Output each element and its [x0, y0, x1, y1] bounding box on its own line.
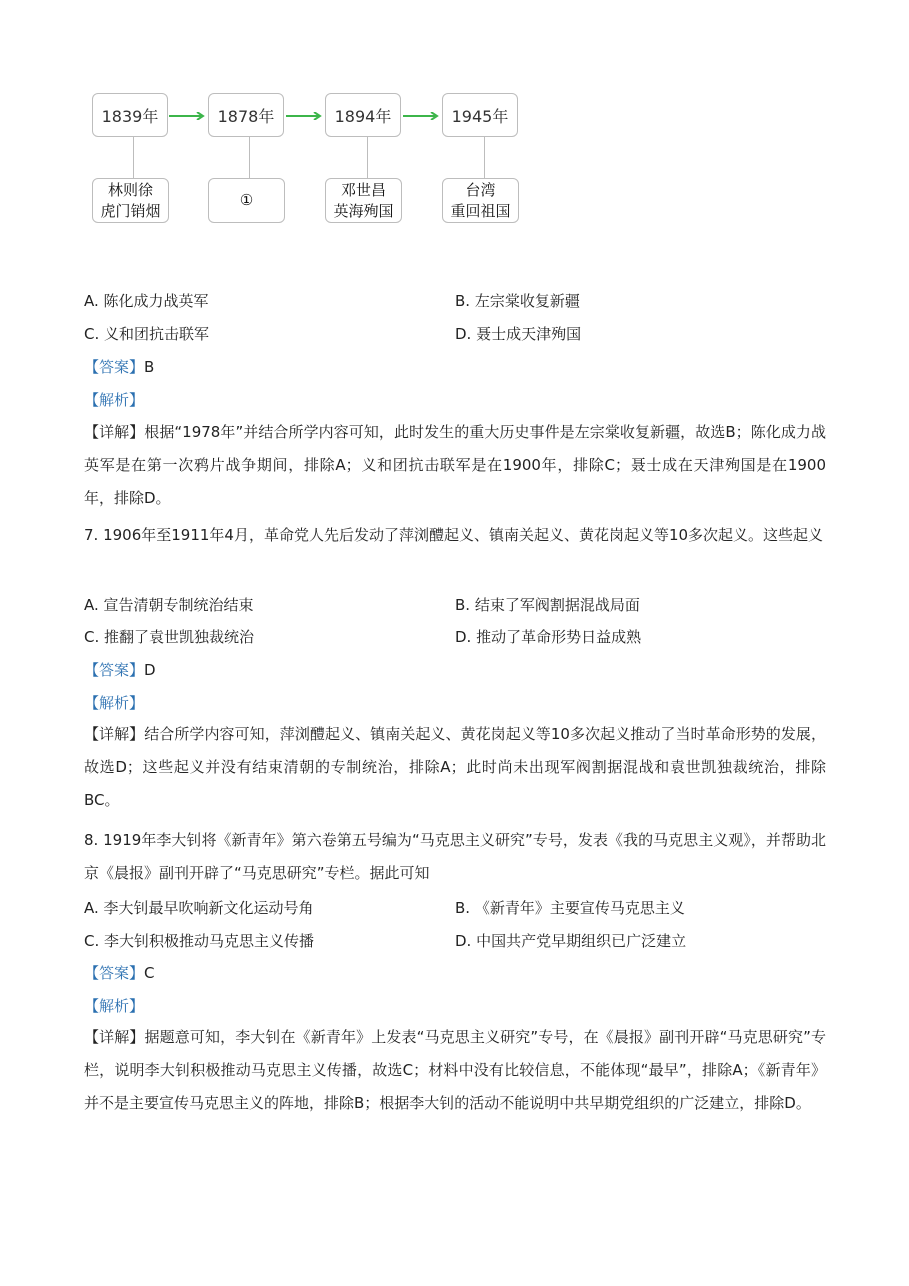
event-text: 林则徐 虎门销烟	[100, 180, 161, 220]
analysis-tag: 【解析】	[84, 997, 145, 1015]
connector-line	[484, 137, 485, 178]
event-box-1839	[92, 178, 169, 223]
detail-tag: 【详解】	[84, 423, 145, 441]
analysis-tag: 【解析】	[84, 391, 145, 409]
arrow-right-icon	[286, 112, 324, 118]
analysis-tag: 【解析】	[84, 694, 145, 712]
answer-value: B	[144, 358, 155, 376]
q6-detail	[84, 416, 826, 515]
q8-detail	[84, 1021, 826, 1120]
year-box-1878: 1878年	[208, 93, 284, 137]
answer-tag: 【答案】	[84, 358, 145, 376]
answer-value: D	[144, 661, 156, 679]
year-box-1839: 1839年	[92, 93, 168, 137]
q7-stem: 7. 1906年至1911年4月，革命党人先后发动了萍浏醴起义、镇南关起义、黄花岗起义等10多次起义。这些起义	[84, 526, 824, 544]
arrow-right-icon	[403, 112, 441, 118]
arrow-right-icon	[169, 112, 207, 118]
q6-option-c: C. 义和团抗击联军	[84, 325, 210, 343]
q8-option-c: C. 李大钊积极推动马克思主义传播	[84, 932, 315, 950]
q8-option-d: D. 中国共产党早期组织已广泛建立	[455, 932, 687, 950]
answer-value: C	[144, 964, 155, 982]
q6-option-b: B. 左宗棠收复新疆	[455, 292, 580, 310]
q6-option-d: D. 聂士成天津殉国	[455, 325, 582, 343]
event-text: ①	[239, 191, 254, 209]
q8-option-a: A. 李大钊最早吹响新文化运动号角	[84, 899, 314, 917]
q8-stem: 8. 1919年李大钊将《新青年》第六卷第五号编为“马克思主义研究”专号，发表《我的马克思主义观》，并帮助北京《晨报》副刊开辟了“马克思研究”专栏。据此可知	[84, 831, 826, 882]
q7-analysis-tag	[84, 693, 144, 713]
event-box-1945	[442, 178, 519, 223]
connector-line	[367, 137, 368, 178]
detail-text: 结合所学内容可知，萍浏醴起义、镇南关起义、黄花岗起义等10多次起义推动了当时革命形势的发展，故选D；这些起义并没有结束清朝的专制统治，排除A；此时尚未出现军阀割据混战和袁世凯独裁统治，排除BC。	[84, 725, 826, 809]
detail-text: 根据“1978年”并结合所学内容可知，此时发生的重大历史事件是左宗棠收复新疆，故选B；陈化成力战英军是在第一次鸦片战争期间，排除A；义和团抗击联军是在1900年，排除C；聂士成在天津殉国是在1900年，排除D。	[84, 423, 826, 507]
q8-analysis-tag	[84, 996, 144, 1016]
q8-answer	[84, 963, 155, 983]
connector-line	[133, 137, 134, 178]
q7-option-b: B. 结束了军阀割据混战局面	[455, 596, 640, 614]
q7-detail	[84, 718, 826, 817]
event-text: 台湾 重回祖国	[450, 180, 511, 220]
event-text: 邓世昌 英海殉国	[333, 180, 394, 220]
year-box-1945: 1945年	[442, 93, 518, 137]
q6-option-a: A. 陈化成力战英军	[84, 292, 209, 310]
timeline-diagram	[0, 0, 909, 240]
detail-tag: 【详解】	[84, 1028, 145, 1046]
q7-answer	[84, 660, 156, 680]
detail-text: 据题意可知，李大钊在《新青年》上发表“马克思主义研究”专号，在《晨报》副刊开辟“马克思研究”专栏，说明李大钊积极推动马克思主义传播，故选C；材料中没有比较信息，不能体现“最早”，排除A；《新青年》并不是主要宣传马克思主义的阵地，排除B；根据李大钊的活动不能说明中共早期党组织的广泛建立，排除D。	[84, 1028, 826, 1112]
q8-option-b: B. 《新青年》主要宣传马克思主义	[455, 899, 685, 917]
event-box-1878	[208, 178, 285, 223]
q7-option-a: A. 宣告清朝专制统治结束	[84, 596, 254, 614]
event-box-1894	[325, 178, 402, 223]
answer-tag: 【答案】	[84, 661, 145, 679]
q6-analysis-tag	[84, 390, 144, 410]
q7-option-d: D. 推动了革命形势日益成熟	[455, 628, 642, 646]
q6-answer	[84, 357, 154, 377]
detail-tag: 【详解】	[84, 725, 145, 743]
q7-option-c: C. 推翻了袁世凯独裁统治	[84, 628, 255, 646]
year-box-1894: 1894年	[325, 93, 401, 137]
answer-tag: 【答案】	[84, 964, 145, 982]
connector-line	[249, 137, 250, 178]
